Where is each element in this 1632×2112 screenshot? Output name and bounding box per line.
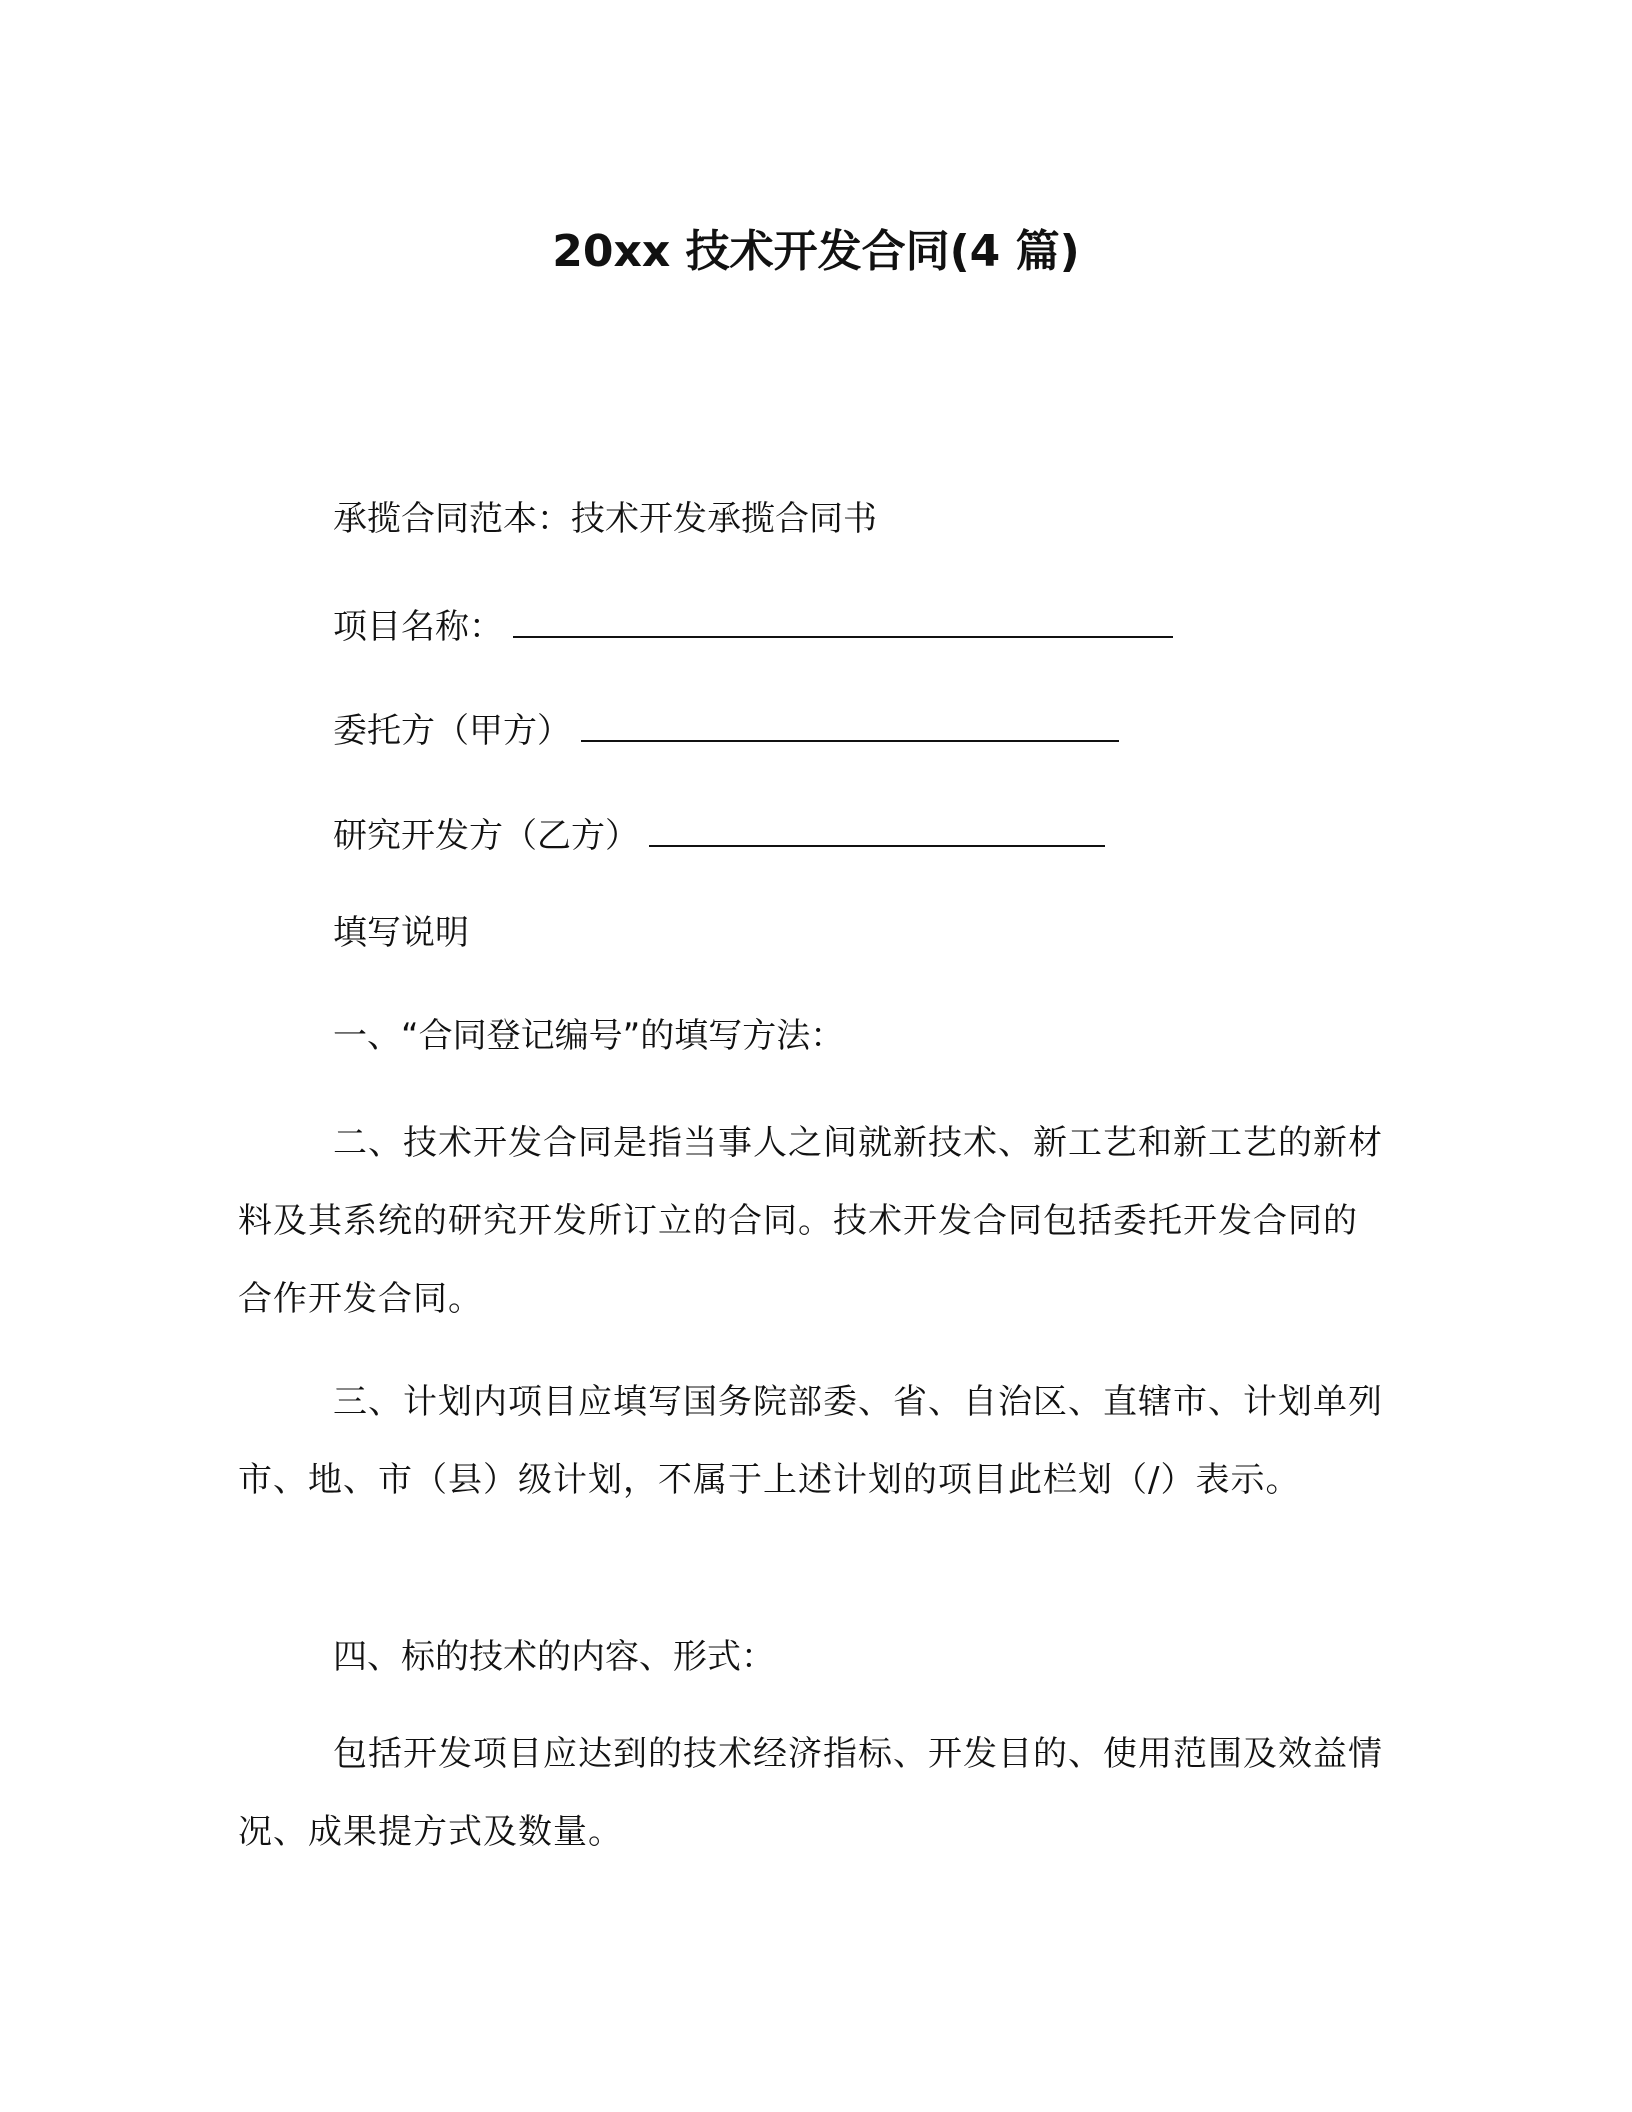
blank-underline <box>513 602 1173 638</box>
contract-subtitle: 承揽合同范本：技术开发承揽合同书 <box>333 499 877 539</box>
field-label: 委托方（甲方） <box>333 711 571 751</box>
instructions-heading: 填写说明 <box>333 913 469 953</box>
section-4: 四、标的技术的内容、形式： <box>333 1637 775 1677</box>
section-2: 二、技术开发合同是指当事人之间就新技术、新工艺和新工艺的新材料及其系统的研究开发所订立的合同。技术开发合同包括委托开发合同的合作开发合同。 <box>238 1123 1383 1319</box>
field-client-party-a <box>333 706 1119 756</box>
document-title: 20xx 技术开发合同(4 篇) <box>552 226 1080 277</box>
field-label: 研究开发方（乙方） <box>333 816 639 856</box>
blank-underline <box>581 706 1119 742</box>
field-developer-party-b <box>333 811 1105 861</box>
section-4-content: 包括开发项目应达到的技术经济指标、开发目的、使用范围及效益情况、成果提方式及数量。 <box>238 1734 1383 1852</box>
field-label: 项目名称： <box>333 607 503 647</box>
blank-underline <box>649 811 1105 847</box>
field-project-name <box>333 602 1173 652</box>
section-1: 一、“合同登记编号”的填写方法： <box>333 1016 845 1056</box>
section-3: 三、计划内项目应填写国务院部委、省、自治区、直辖市、计划单列市、地、市（县）级计划，不属于上述计划的项目此栏划（/）表示。 <box>238 1382 1383 1500</box>
